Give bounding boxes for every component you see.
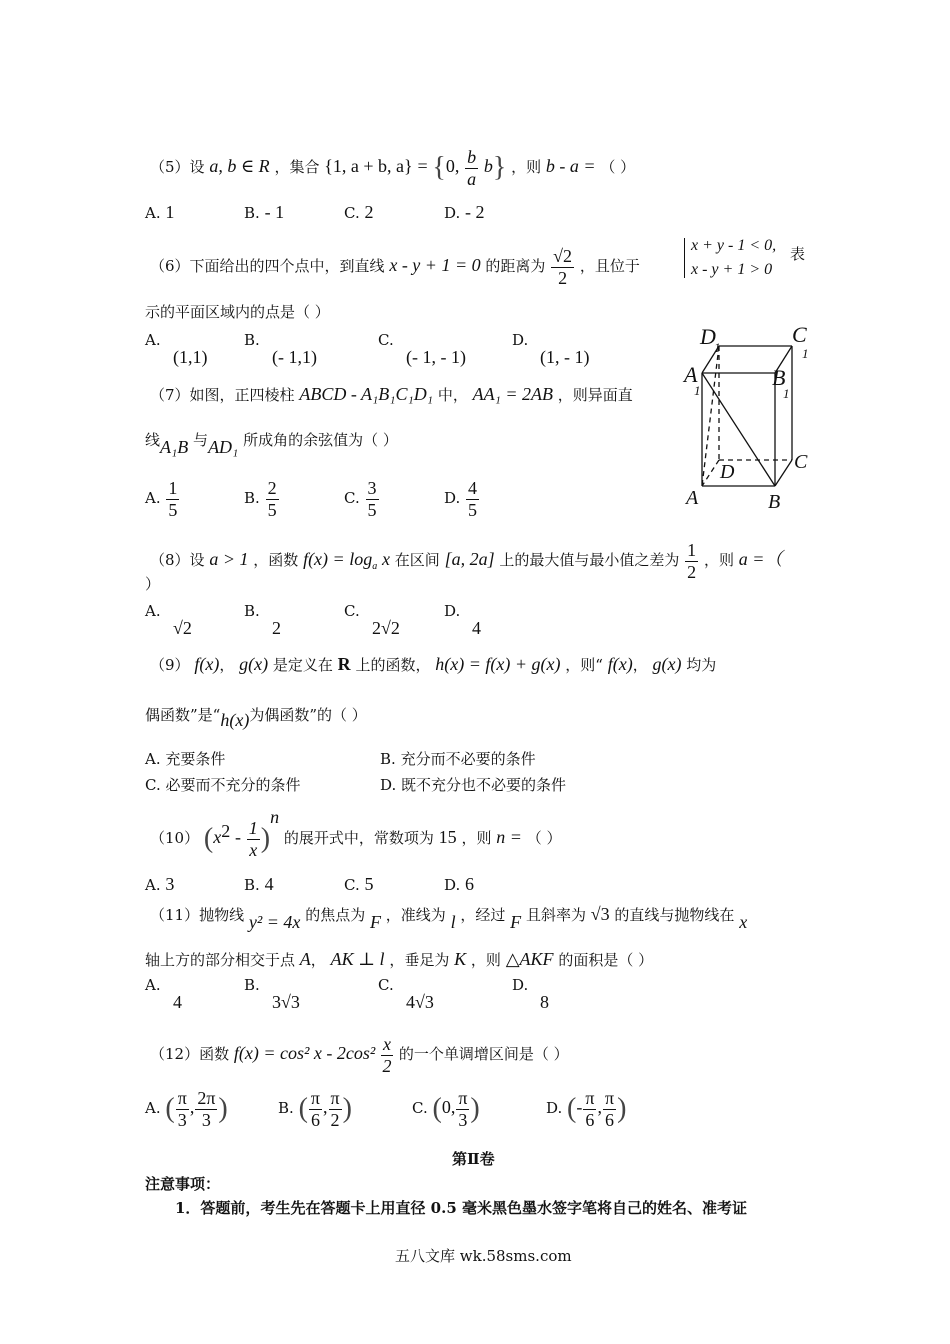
- q12-option-c: C. (0, $\frac{\pi}{3}$ ): [412, 1088, 480, 1130]
- q12-func: f(x) = cos² x - 2cos²: [233, 1043, 376, 1064]
- q8-func: f(x) = log: [303, 549, 373, 570]
- q5-ab: a, b ∈ R: [209, 156, 270, 177]
- q10-option-c: C. 5: [344, 874, 374, 894]
- q8-frac: $\frac{1}{2}$: [687, 540, 697, 582]
- q8-option-c: C. 2√2: [344, 602, 400, 638]
- svg-text:1: 1: [783, 386, 790, 401]
- q8-number: （8）设: [150, 551, 205, 570]
- q6-line: （6）下面给出的四个点中，到直线 x - y + 1 = 0 的距离为 $\frac{√2}{2}$ ，且位于: [150, 246, 640, 288]
- q5-expr: b - a =: [545, 156, 596, 177]
- q8-option-d: D. 4: [444, 602, 481, 638]
- q6-option-d: D. (1, - 1): [512, 331, 590, 367]
- q6-option-a: A. (1,1): [145, 331, 208, 367]
- q10-number: （10）: [150, 829, 200, 848]
- q9-line: （9） f(x)， g(x) 是定义在 R 上的函数， h(x) = f(x) + g(x) ，则“ f(x)， g(x) 均为: [150, 654, 717, 674]
- q11-option-d: D. 8: [512, 976, 549, 1012]
- q9-line2: 偶函数”是“h(x)为偶函数”的（ ）: [145, 706, 367, 730]
- q11-line2: 轴上方的部分相交于点 A， AK ⊥ l ，垂足为 K ，则 △AKF 的面积是（ ）: [145, 949, 654, 969]
- q10-option-a: A. 3: [145, 874, 175, 894]
- q7-option-d: D. $\frac{4}{5}$: [444, 478, 478, 520]
- q7-option-a: A. $\frac{1}{5}$: [145, 478, 178, 520]
- q10-line: （10） ($x^2$ - $\frac{1}{x}$ )$^n$ 的展开式中，常数项为 15 ，则 n = （ ）: [150, 807, 562, 860]
- q5-set1: {1, a + b, a}: [324, 156, 413, 177]
- q7-option-c: C. $\frac{3}{5}$: [344, 478, 377, 520]
- q12-number: （12）函数: [150, 1045, 230, 1064]
- q8-option-b: B. 2: [244, 602, 281, 638]
- q5-option-d: D. - 2: [444, 202, 485, 222]
- notice-heading: 注意事项：: [145, 1175, 221, 1193]
- q5-option-c: C. 2: [344, 202, 374, 222]
- q5-option-a: A. 1: [145, 202, 175, 222]
- q5-option-b: B. - 1: [244, 202, 285, 222]
- q10-option-d: D. 6: [444, 874, 475, 894]
- q8-option-a: A. √2: [145, 602, 192, 638]
- label-b: B: [768, 491, 781, 510]
- q6-number: （6）下面给出的四个点中，到直线: [150, 257, 385, 276]
- q12-option-d: D. (- $\frac{\pi}{6}$ , $\frac{\pi}{6}$ ): [546, 1088, 627, 1130]
- q10-option-b: B. 4: [244, 874, 274, 894]
- q11-number: （11）抛物线: [150, 906, 245, 924]
- q10-frac: $\frac{1}{x}$: [248, 818, 258, 860]
- q7-line: （7）如图，正四棱柱 ABCD - A₁B₁C₁D₁ 中， AA₁ = 2AB ，则异面直: [150, 384, 633, 404]
- q7-prism: ABCD - A₁B₁C₁D₁: [299, 384, 434, 404]
- q5-frac: $\frac{b}{a}$: [467, 147, 477, 189]
- q7-option-b: B. $\frac{2}{5}$: [244, 478, 277, 520]
- q9-h: h(x) = f(x) + g(x): [435, 654, 561, 674]
- label-a1: A: [684, 362, 698, 387]
- q7-seg1: A₁B: [160, 437, 189, 457]
- q9-option-a: A. 充要条件: [145, 750, 226, 768]
- svg-text:1: 1: [694, 383, 701, 398]
- q9-option-c: C. 必要而不充分的条件: [145, 776, 301, 794]
- q6-line2: 示的平面区域内的点是（ ）: [145, 303, 330, 321]
- notice-item-1: 1．答题前，考生先在答题卡上用直径 0.5 毫米黑色墨水签字笔将自己的姓名、准考证: [175, 1199, 747, 1217]
- q7-seg2: AD₁: [208, 437, 239, 457]
- q5-line: （5）设 a, b ∈ R ，集合 {1, a + b, a} = {0, $\frac{b}{a}$ b} ，则 b - a = （ ）: [150, 147, 636, 189]
- q12-option-b: B. ( $\frac{\pi}{6}$ , $\frac{\pi}{2}$ ): [278, 1088, 352, 1130]
- prism-figure: [682, 318, 812, 510]
- q7-relation: AA₁ = 2AB: [472, 384, 553, 404]
- q5-number: （5）设: [150, 158, 205, 177]
- q12-option-a: A. ( $\frac{\pi}{3}$ , $\frac{2\pi}{3}$ ): [145, 1088, 228, 1130]
- q11-line: （11）抛物线 y² = 4x 的焦点为 F ，准线为 l ，经过 F 且斜率为 √3 的直线与抛物线在 x: [150, 904, 748, 932]
- label-c1: C: [792, 322, 807, 347]
- q12-frac: $\frac{x}{2}$: [382, 1034, 392, 1076]
- q6-system: x + y - 1 < 0, x - y + 1 > 0: [684, 238, 776, 278]
- q9-number: （9）: [150, 656, 190, 674]
- svg-text:1: 1: [714, 340, 721, 355]
- q9-option-d: D. 既不充分也不必要的条件: [380, 776, 567, 794]
- q11-option-a: A. 4: [145, 976, 182, 1012]
- label-c: C: [794, 451, 808, 473]
- label-b1: B: [772, 365, 786, 390]
- q11-option-c: C. 4√3: [378, 976, 434, 1012]
- q6-line-eq: x - y + 1 = 0: [389, 255, 481, 276]
- q9-option-b: B. 充分而不必要的条件: [380, 750, 536, 768]
- label-a: A: [686, 487, 699, 509]
- q12-line: （12）函数 f(x) = cos² x - 2cos² $\frac{x}{2}$ 的一个单调增区间是（ ）: [150, 1034, 569, 1076]
- footer-watermark: 五八文库 wk.58sms.com: [395, 1247, 572, 1265]
- q7-line2: 线A₁B 与AD₁ 所成角的余弦值为（ ）: [145, 431, 398, 457]
- q6-option-c: C. (- 1, - 1): [378, 331, 466, 367]
- q6-frac: $\frac{√2}{2}$: [553, 246, 573, 288]
- label-d: D: [720, 461, 735, 483]
- section-title: 第Ⅱ卷: [452, 1150, 495, 1168]
- q8-interval: [a, 2a]: [444, 549, 495, 570]
- q11-option-b: B. 3√3: [244, 976, 300, 1012]
- q6-option-b: B. (- 1,1): [244, 331, 317, 367]
- label-d1: D: [700, 324, 716, 349]
- q7-number: （7）如图，正四棱柱: [150, 386, 295, 404]
- svg-text:1: 1: [802, 346, 809, 361]
- q8-line: （8）设 a > 1 ，函数 $f(x) = \log_a x$ 在区间 [a, 2a] 上的最大值与最小值之差为 $\frac{1}{2}$ ，则 a =（: [150, 540, 783, 582]
